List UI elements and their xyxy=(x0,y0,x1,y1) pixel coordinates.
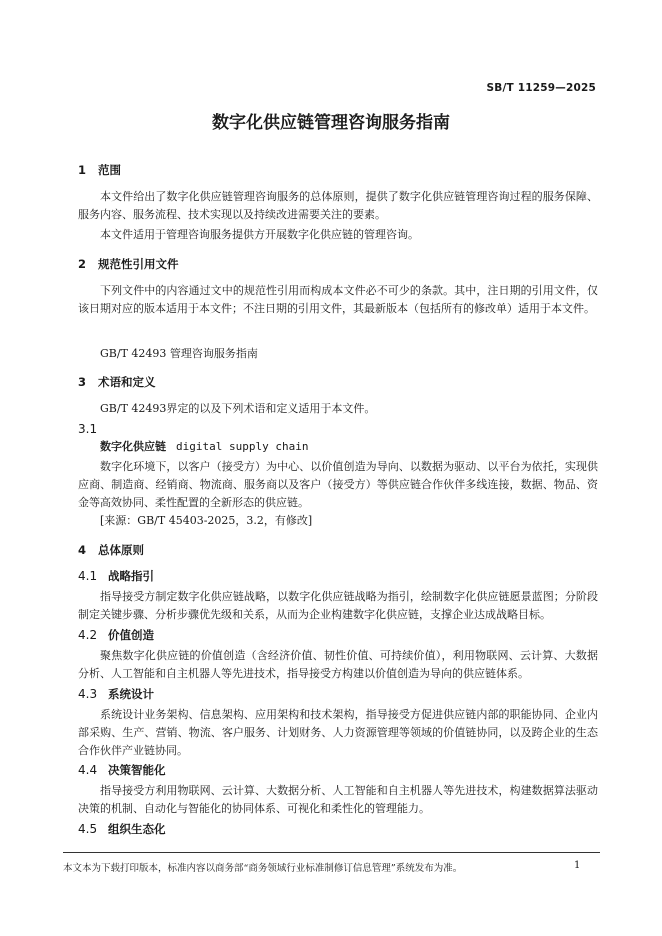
section-number: 2 xyxy=(78,257,87,271)
section-1-paragraph-2: 本文件适用于管理咨询服务提供方开展数字化供应链的管理咨询。 xyxy=(100,228,419,241)
subsection-4-4-heading xyxy=(78,762,166,778)
subsection-number: 4.5 xyxy=(78,822,98,836)
term-number: 3.1 xyxy=(78,422,98,436)
subsection-number: 4.4 xyxy=(78,763,98,777)
section-number: 1 xyxy=(78,163,87,177)
footer-note: 本文本为下载打印版本，标准内容以商务部“商务领域行业标准制修订信息管理”系统发布为准。 xyxy=(63,863,463,874)
subsection-4-4-paragraph: 指导接受方利用物联网、云计算、大数据分析、人工智能和自主机器人等先进技术，构建数据算法驱动决策的机制、自动化与智能化的协同体系、可视化和柔性化的管理能力。 xyxy=(78,784,598,815)
section-4-heading xyxy=(78,542,144,558)
document-title: 数字化供应链管理咨询服务指南 xyxy=(212,113,450,133)
subsection-number: 4.2 xyxy=(78,628,98,642)
term-definition: 数字化环境下，以客户（接受方）为中心、以价值创造为导向、以数据为驱动、以平台为依托，实现供应商、制造商、经销商、物流商、服务商以及客户（接受方）等供应链合作伙伴多线连接，数据、物品、资金等高效协同、柔性配置的全新形态的供应链。 xyxy=(78,460,598,509)
subsection-4-2-paragraph: 聚焦数字化供应链的价值创造（含经济价值、韧性价值、可持续价值），利用物联网、云计算、大数据分析、人工智能和自主机器人等先进技术，指导接受方构建以价值创造为导向的供应链体系。 xyxy=(78,649,598,680)
normative-reference: GB/T 42493 管理咨询服务指南 xyxy=(100,347,258,360)
subsection-title: 价值创造 xyxy=(108,628,154,642)
term-chinese: 数字化供应链 xyxy=(100,440,166,453)
section-2-paragraph-1: 下列文件中的内容通过文中的规范性引用而构成本文件必不可少的条款。其中，注日期的引用文件，仅该日期对应的版本适用于本文件；不注日期的引用文件，其最新版本（包括所有的修改单）适用于本文件。 xyxy=(78,284,598,315)
page-number: 1 xyxy=(574,860,581,871)
section-3-paragraph-1: GB/T 42493界定的以及下列术语和定义适用于本文件。 xyxy=(100,402,376,415)
section-1-paragraph-1: 本文件给出了数字化供应链管理咨询服务的总体原则，提供了数字化供应链管理咨询过程的服务保障、服务内容、服务流程、技术实现以及持续改进需要关注的要素。 xyxy=(78,190,598,221)
subsection-number: 4.3 xyxy=(78,687,98,701)
subsection-4-2-heading xyxy=(78,627,154,643)
subsection-title: 系统设计 xyxy=(108,687,154,701)
subsection-4-1-paragraph: 指导接受方制定数字化供应链战略，以数字化供应链战略为指引，绘制数字化供应链愿景蓝图；分阶段制定关键步骤、分析步骤优先级和关系，从而为企业构建数字化供应链，支撑企业达成战略目标。 xyxy=(78,590,598,621)
section-title: 总体原则 xyxy=(98,543,144,557)
section-2-heading xyxy=(78,256,179,272)
term-entry xyxy=(100,438,308,454)
standard-number: SB/T 11259—2025 xyxy=(486,82,596,94)
subsection-title: 战略指引 xyxy=(108,569,154,583)
term-source: [来源：GB/T 45403-2025，3.2，有修改] xyxy=(100,514,313,527)
section-title: 规范性引用文件 xyxy=(98,257,179,271)
footer-divider xyxy=(63,852,600,853)
subsection-4-3-heading xyxy=(78,686,154,702)
term-english: digital supply chain xyxy=(176,440,309,453)
subsection-4-3-paragraph: 系统设计业务架构、信息架构、应用架构和技术架构，指导接受方促进供应链内部的职能协同、企业内部采购、生产、营销、物流、客户服务、计划财务、人力资源管理等领域的价值链协同，以及跨企业的生态合作伙伴产业链协同。 xyxy=(78,708,598,757)
subsection-title: 组织生态化 xyxy=(108,822,166,836)
section-1-heading xyxy=(78,162,121,178)
subsection-title: 决策智能化 xyxy=(108,763,166,777)
section-title: 范围 xyxy=(98,163,121,177)
subsection-4-1-heading xyxy=(78,568,154,584)
section-number: 3 xyxy=(78,375,87,389)
section-title: 术语和定义 xyxy=(98,375,156,389)
section-number: 4 xyxy=(78,543,87,557)
section-3-heading xyxy=(78,374,156,390)
subsection-number: 4.1 xyxy=(78,569,98,583)
subsection-4-5-heading xyxy=(78,821,166,837)
